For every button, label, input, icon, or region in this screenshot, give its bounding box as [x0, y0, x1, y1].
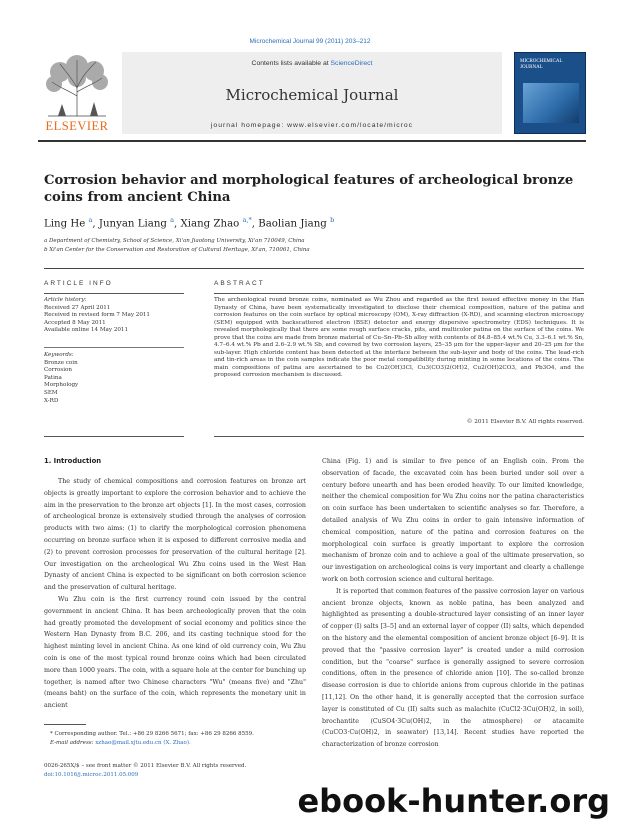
contents-line — [122, 60, 502, 67]
keyword: Corrosion — [44, 367, 72, 374]
body-paragraph: China (Fig. 1) and is similar to five pence of an English coin. From the observation of facade, the excavated coin has been buried under soil over a century before unearth and has been eroded heavily. To our limited knowledge, neither the chemical composition for Wu Zhu coins nor the patina characteristics on coin surface has been undertaken to scientific analyses so far. Therefore, a detailed analysis of Wu Zhu coins in order to gain intensive information of chemical composition, nature of the patina and corrosion features on the morphological coin surface is greatly important to explore the corrosion mechanism of bronze coin and to achieve a goal of the ultimate preservation, so our investigation on archeological coins is very important and clearly a challenge work on both corrosion science and cultural heritage. — [322, 458, 584, 583]
affiliation-b: b Xi'an Center for the Conservation and Restoration of Cultural Heritage, Xi'an, 710061, China — [44, 247, 310, 253]
author-name[interactable]: Baolian Jiang — [258, 218, 327, 230]
article-info-end-rule — [44, 436, 184, 437]
article-info-heading: ARTICLE INFO — [44, 280, 113, 287]
section-divider — [44, 268, 584, 269]
journal-header-panel — [122, 52, 502, 134]
watermark: ebook-hunter.org — [297, 782, 610, 820]
elsevier-wordmark: ELSEVIER — [45, 119, 109, 133]
cover-image — [523, 83, 579, 123]
keywords-label: Keywords: — [44, 352, 74, 358]
keyword: X-RD — [44, 397, 59, 404]
author-separator: , — [92, 218, 99, 230]
author-list — [44, 216, 584, 229]
article-info-rule — [44, 293, 184, 294]
elsevier-tree-icon — [38, 52, 116, 118]
journal-cover-thumbnail[interactable] — [514, 52, 586, 134]
body-paragraph: It is reported that common features of the passive corrosion layer on various ancient bronze objects, known as noble patina, has been analyzed and highlighted as presenting a double-structured layer consisting of an inner layer of copper (I) salts [3–5] and an external layer of copper (II) salts, which depended on the history and the elemental composition of ancient bronze object [6–9]. It is proved that the "passive corrosion layer" is created under a mild corrosion condition, but the "coarse" surface is generally assigned to severe corrosion conditions, often in the presence of chloride anion [10]. The so-called bronze disease corrosion is due to chloride anions from cuprous chloride in the patinas [11,12]. On the other hand, it is generally accepted that the corrosion surface layer is constituted of Cu (II) salts such as malachite (CuCl2·3Cu(OH)2, in soil), brochantite (CuSO4·3Cu(OH)2, in the atmosphere) or atacamite (CuCO3·Cu(OH)2, in seawater) [13,14]. Recent studies have reported the characterization of bronze corrosion — [322, 587, 584, 749]
journal-masthead — [38, 52, 586, 134]
contents-prefix: Contents lists available at — [251, 60, 331, 67]
journal-homepage-link[interactable]: journal homepage: www.elsevier.com/locate/microc — [210, 122, 414, 129]
affiliations — [44, 237, 584, 255]
email-line — [50, 739, 300, 748]
author-name[interactable]: Ling He — [44, 218, 86, 230]
article-title: Corrosion behavior and morphological features of archeological bronze coins from ancient China — [44, 173, 574, 205]
issn-line: 0026-265X/$ – see front matter © 2011 Elsevier B.V. All rights reserved. — [44, 763, 247, 769]
keywords-rule — [44, 347, 184, 348]
article-history — [44, 297, 184, 335]
email-label: E-mail address: — [50, 739, 94, 746]
author-name[interactable]: Junyan Liang — [98, 218, 167, 230]
author-affiliation-marker[interactable]: a — [170, 216, 175, 224]
issn-block — [44, 762, 304, 779]
history-accepted: Accepted 8 May 2011 — [44, 319, 106, 326]
affiliation-a: a Department of Chemistry, School of Science, Xi'an Jiaotong University, Xi'an 710049, China — [44, 238, 305, 244]
footnote-rule — [44, 724, 86, 725]
keyword: Bronze coin — [44, 359, 78, 366]
abstract-heading: ABSTRACT — [214, 280, 265, 287]
author-separator: , — [174, 218, 181, 230]
author-affiliation-marker[interactable]: a — [88, 216, 93, 224]
history-received: Received 27 April 2011 — [44, 304, 111, 311]
copyright-notice: © 2011 Elsevier B.V. All rights reserved. — [466, 419, 584, 425]
author-name[interactable]: Xiang Zhao — [180, 218, 240, 230]
abstract-text: The archeological round bronze coins, nominated as Wu Zhou and regarded as the first issued effective money in the Han Dynasty of China, have been systematically investigated to disclose their chemical composition, nature of the patina and corrosion features on the coin surface by optical microscopy (OM), X-ray diffraction (X-RD), and scanning electron microscopy (SEM) equipped with backscattered electron (BSE) detector and energy dispersive spectrometry (EDS) techniques. It is revealed morphologically that there are some rough surface cracks, pits, and multicolor patina on the surface of the coins. We prove that the coins are made from bronze material of Cu–Sn–Pb–Sb alloy with contents of 84.8–85.4 wt.% Cu, 3.3–6.1 wt.% Sn, 4.7–6.4 wt.% Pb and 2.6–2.9 wt.% Sb, and covered by two corrosion layers, 25–35 μm for the upper-layer and 20–25 μm for the sub-layer. High chloride content has been detected at the interface between the sub-layer and body of the coins. The lead-rich and tin-rich areas in the coin samples indicate the poor metal compatibility during minting in some locations of the coins. The main compositions of patina are ascertained to be Cu2(OH)3Cl, Cu3(CO3)2(OH)2, Cu2(OH)2CO3, and Pb3O4, and the proposed corrosion mechanism is discussed. — [214, 297, 584, 378]
keyword: Patina — [44, 374, 62, 381]
history-online: Available online 14 May 2011 — [44, 327, 129, 334]
author-affiliation-marker[interactable]: b — [330, 216, 335, 224]
author-affiliation-marker[interactable]: a,* — [242, 216, 252, 224]
abstract-rule — [214, 293, 584, 294]
body-column-left — [44, 476, 306, 710]
body-paragraph: Wu Zhu coin is the first currency round coin issued by the central government in ancient China. It has been archeologically proven that the coin had greatly promoted the development of social economy and politics since the Western Han Dynasty from B.C. 206, and its casting technique stood for the highest minting level in ancient China. As one kind of old currency coin, Wu Zhu coin is one of the most typical round bronze coins which had been circulated more than 1000 years. The coin, with a square hole at the center for bunching up together, is named after two Chinese characters "Wu" (means five) and "Zhu" (means baht) on the surface of the coin, which represents the monetary unit in ancient — [44, 595, 306, 710]
email-link[interactable]: xzhao@mail.xjtu.edu.cn (X. Zhao). — [95, 739, 191, 746]
sciencedirect-link[interactable]: ScienceDirect — [330, 60, 373, 67]
header-rule — [38, 140, 586, 142]
section-heading-introduction: 1. Introduction — [44, 457, 102, 465]
keywords — [44, 352, 184, 405]
history-label: Article history: — [44, 297, 87, 303]
body-column-right — [322, 456, 584, 786]
contact-line: * Corresponding author. Tel.: +86 29 8266 5671; fax: +86 29 8266 8559. — [50, 731, 254, 737]
journal-title[interactable]: Microchemical Journal — [225, 86, 399, 104]
keyword: SEM — [44, 389, 58, 396]
doi-link[interactable]: doi:10.1016/j.microc.2011.05.009 — [44, 771, 139, 778]
corresponding-author-footnote — [50, 730, 300, 747]
history-revised: Received in revised form 7 May 2011 — [44, 312, 150, 319]
journal-citation[interactable]: Microchemical Journal 99 (2011) 203–212 — [249, 38, 371, 45]
keyword: Morphology — [44, 382, 79, 389]
body-paragraph: The study of chemical compositions and corrosion features on bronze art objects is greatly important to explore the corrosion behavior and to achieve the aim in the preservation to the bronze art objects [1]. In the most cases, corrosion of archeological bronze is extensively studied through the analyses of corrosion products with two aims: (1) to clarify the morphological corrosion phenomena occurring on bronze surface when it is exposed to different corrosive media and (2) to prevent corrosion processes for preservation of the cultural heritage [2]. Our investigation on the archeological Wu Zhu coins used in the West Han Dynasty of ancient China is expected to be significant on both corrosion science and the preservation of cultural heritage. — [44, 478, 306, 592]
abstract-end-rule — [214, 436, 584, 437]
cover-title: MICROCHEMICAL JOURNAL — [520, 59, 563, 70]
elsevier-logo[interactable] — [38, 52, 116, 134]
author-separator: , — [251, 218, 259, 230]
